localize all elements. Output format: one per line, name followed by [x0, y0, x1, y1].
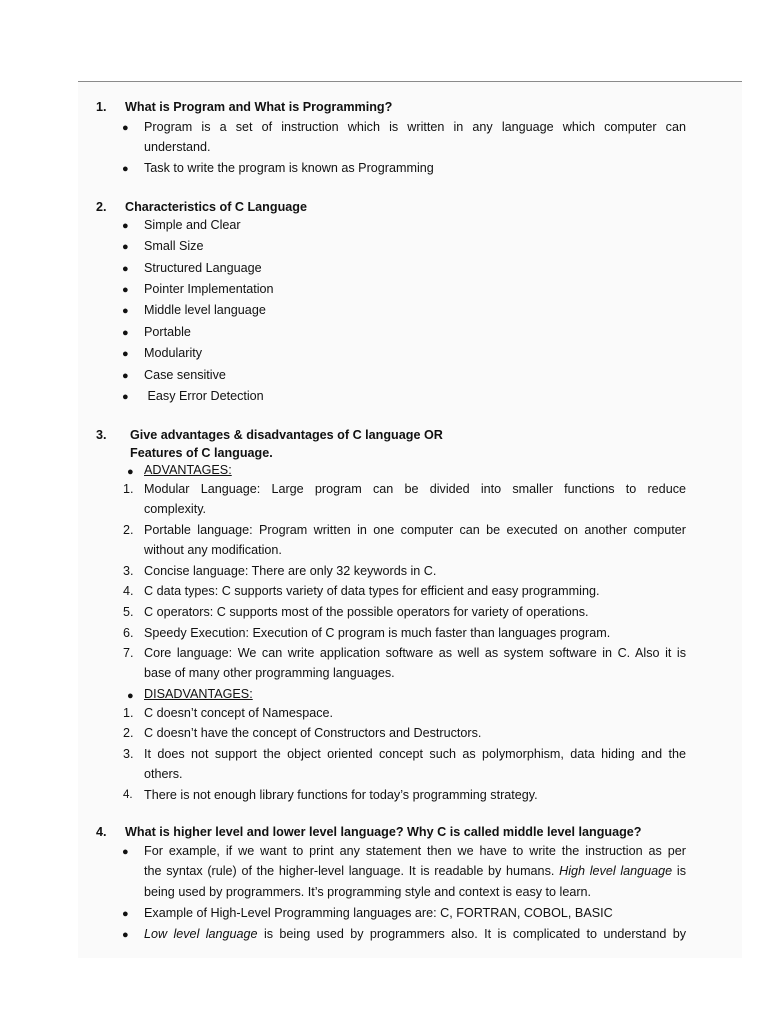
- q1-bullet-1-line-1: Program is a set of instruction which is written in any language which computer can: [144, 120, 686, 134]
- advantage-line: C data types: C supports variety of data types for efficient and easy programming.: [144, 584, 600, 598]
- disadvantage-line: It does not support the object oriented concept such as polymorphism, data hiding and the: [144, 747, 686, 761]
- disadvantage-line: C doesn’t have the concept of Constructors and Destructors.: [144, 726, 482, 740]
- advantage-number: 3.: [123, 564, 134, 578]
- q4-bullet-1-line-3: being used by programmers. It’s programming style and context is easy to learn.: [144, 885, 592, 899]
- bullet-icon: ●: [122, 391, 129, 403]
- bullet-icon: ●: [122, 370, 129, 382]
- advantage-line: Concise language: There are only 32 keywords in C.: [144, 564, 437, 578]
- bullet-icon: ●: [127, 690, 134, 702]
- question-4-number: 4.: [96, 825, 107, 839]
- disadvantage-line-continued: others.: [144, 767, 183, 781]
- advantage-number: 7.: [123, 646, 134, 660]
- disadvantage-number: 1.: [123, 706, 134, 720]
- bullet-icon: ●: [122, 348, 129, 360]
- disadvantage-number: 3.: [123, 747, 134, 761]
- disadvantage-number: 4.: [123, 789, 133, 801]
- advantages-heading: ADVANTAGES:: [144, 463, 232, 477]
- advantage-number: 1.: [123, 482, 134, 496]
- q2-item: Portable: [144, 325, 191, 339]
- q2-item: Case sensitive: [144, 368, 226, 382]
- disadvantage-number: 2.: [123, 726, 134, 740]
- q4-emphasis: High level language: [559, 864, 673, 878]
- q4-bullet-1-line-1: For example, if we want to print any statement then we have to write the instruction as per: [144, 844, 686, 858]
- advantage-line: Speedy Execution: Execution of C program is much faster than languages program.: [144, 626, 611, 640]
- q2-item: Middle level language: [144, 303, 266, 317]
- q2-item: Easy Error Detection: [144, 389, 264, 403]
- bullet-icon: ●: [122, 163, 129, 175]
- advantage-line: Modular Language: Large program can be divided into smaller functions to reduce: [144, 482, 686, 496]
- bullet-icon: ●: [122, 263, 129, 275]
- bullet-icon: ●: [122, 929, 129, 941]
- question-2-title: Characteristics of C Language: [125, 200, 307, 214]
- advantage-line: C operators: C supports most of the possible operators for variety of operations.: [144, 605, 589, 619]
- bullet-icon: ●: [122, 305, 129, 317]
- header-rule: [78, 81, 742, 82]
- bullet-icon: ●: [122, 846, 129, 858]
- question-1-number: 1.: [96, 100, 107, 114]
- bullet-icon: ●: [122, 241, 129, 253]
- q1-bullet-1-line-2: understand.: [144, 140, 211, 154]
- question-3-number: 3.: [96, 428, 107, 442]
- q2-item: Small Size: [144, 239, 204, 253]
- disadvantage-line: There is not enough library functions for today’s programming strategy.: [144, 788, 538, 802]
- bullet-icon: ●: [122, 327, 129, 339]
- advantage-number: 6.: [123, 626, 134, 640]
- advantage-number: 2.: [123, 523, 134, 537]
- advantage-line: Portable language: Program written in one computer can be executed on another computer: [144, 523, 686, 537]
- bullet-icon: ●: [127, 466, 134, 478]
- disadvantages-heading: DISADVANTAGES:: [144, 687, 253, 701]
- bullet-icon: ●: [122, 220, 129, 232]
- q2-item: Simple and Clear: [144, 218, 241, 232]
- q4-text: is being used by programmers also. It is complicated to understand by: [263, 927, 687, 941]
- advantage-line: Core language: We can write application software as well as system software in C. Also it is: [144, 646, 686, 660]
- bullet-icon: ●: [122, 122, 129, 134]
- question-2-number: 2.: [96, 200, 107, 214]
- advantage-line-continued: without any modification.: [144, 543, 282, 557]
- question-1-title: What is Program and What is Programming?: [125, 100, 393, 114]
- q4-text: the syntax (rule) of the higher-level language. It is readable by humans.: [144, 864, 555, 878]
- bullet-icon: ●: [122, 908, 129, 920]
- q4-bullet-2: Example of High-Level Programming languages are: C, FORTRAN, COBOL, BASIC: [144, 906, 613, 920]
- q4-text: is: [676, 864, 687, 878]
- advantage-line-continued: base of many other programming languages.: [144, 666, 395, 680]
- q2-item: Structured Language: [144, 261, 262, 275]
- bullet-icon: ●: [122, 284, 129, 296]
- advantage-number: 5.: [123, 605, 134, 619]
- advantage-number: 4.: [123, 584, 134, 598]
- q2-item: Pointer Implementation: [144, 282, 274, 296]
- q2-item: Modularity: [144, 346, 203, 360]
- question-3-title-line-1: Give advantages & disadvantages of C language OR: [130, 428, 443, 442]
- q1-bullet-2: Task to write the program is known as Programming: [144, 161, 434, 175]
- q4-emphasis: Low level language: [144, 927, 258, 941]
- question-3-title-line-2: Features of C language.: [130, 446, 273, 460]
- q4-bullet-1-line-2: [144, 864, 686, 878]
- disadvantage-line: C doesn’t concept of Namespace.: [144, 706, 334, 720]
- advantage-line-continued: complexity.: [144, 502, 207, 516]
- question-4-title: What is higher level and lower level language? Why C is called middle level language?: [125, 825, 642, 839]
- q4-bullet-3: [144, 927, 686, 941]
